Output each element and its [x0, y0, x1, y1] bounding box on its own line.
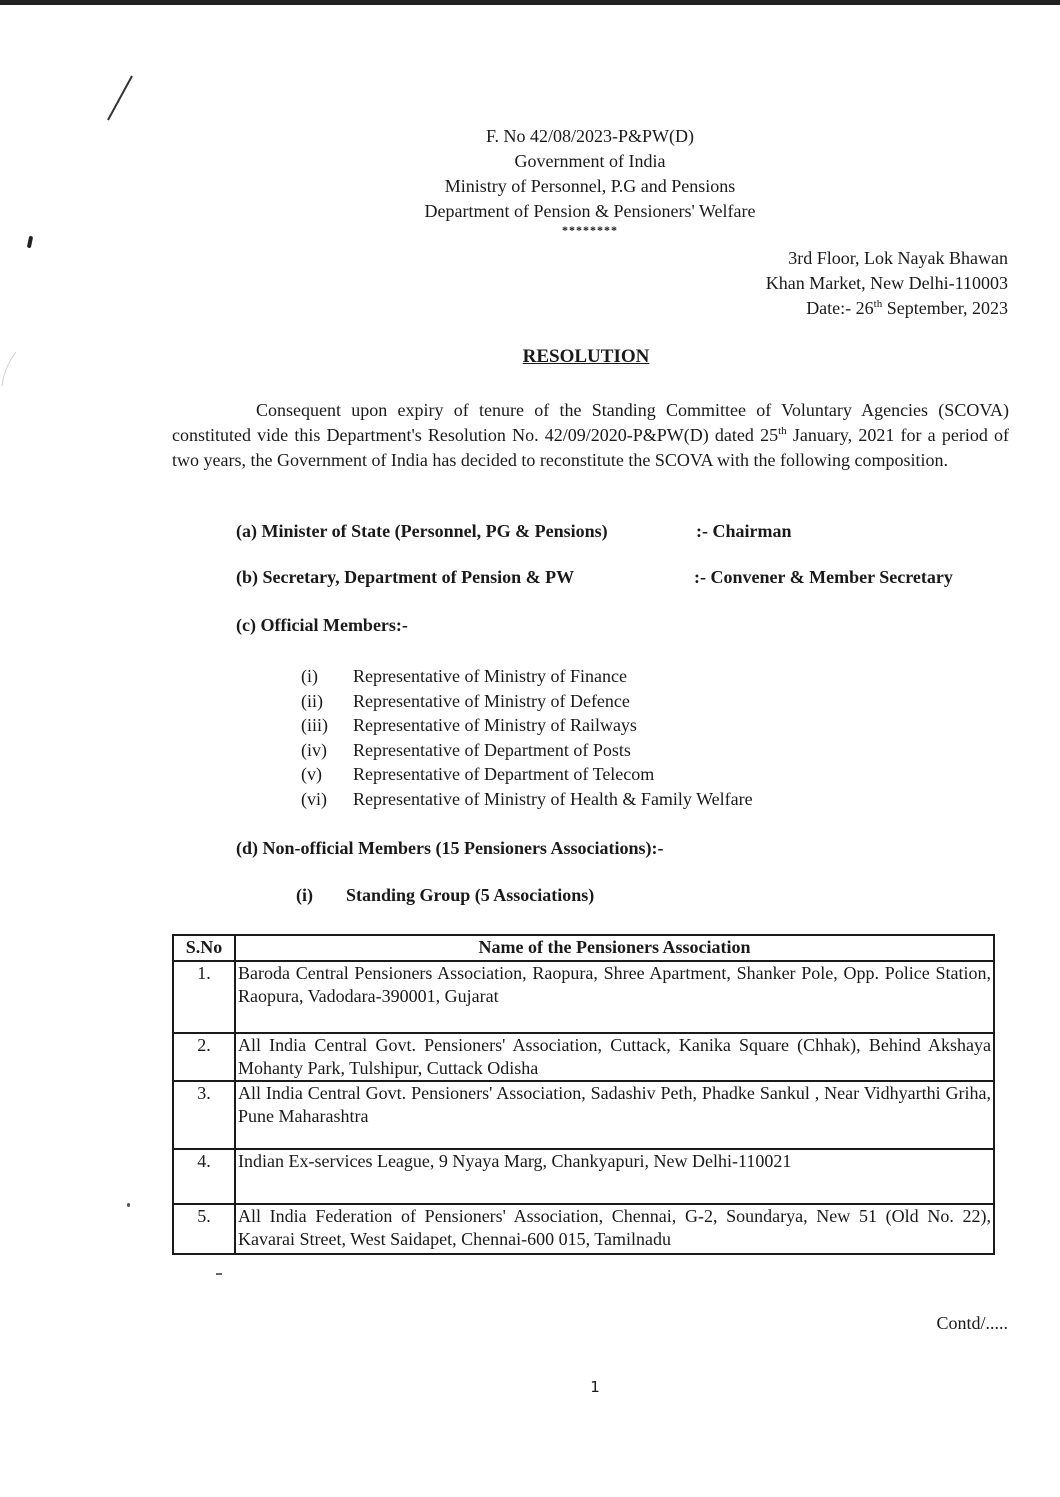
column-header-sno: S.No: [173, 935, 235, 961]
cell-association-name: All India Federation of Pensioners' Association, Chennai, G-2, Soundarya, New 51 (Old No. 22), Kavarai Street, West Saidapet, Chennai-600 015, Tamilnadu: [235, 1204, 994, 1254]
ministry-name: Ministry of Personnel, P.G and Pensions: [444, 176, 736, 196]
separator-stars: ********: [562, 223, 618, 237]
cell-sno: 2.: [173, 1033, 235, 1081]
scan-edge: [0, 0, 1060, 5]
column-header-name: Name of the Pensioners Association: [235, 935, 994, 961]
address-line-1: 3rd Floor, Lok Nayak Bhawan: [788, 248, 1008, 268]
cell-sno: 3.: [173, 1081, 235, 1149]
table-row: [173, 1204, 994, 1254]
scan-speck: [216, 1273, 222, 1275]
page-number: 1: [590, 1378, 600, 1396]
continued-note: Contd/.....: [936, 1313, 1008, 1333]
address-line-2: Khan Market, New Delhi-110003: [765, 273, 1008, 293]
member-a-role: :- Chairman: [696, 521, 792, 541]
official-members-heading: (c) Official Members:-: [236, 615, 408, 635]
letter-header: [300, 124, 880, 236]
cell-association-name: Indian Ex-services League, 9 Nyaya Marg, Chankyapuri, New Delhi-110021: [235, 1149, 994, 1204]
office-address: [766, 246, 1008, 321]
cell-association-name: All India Central Govt. Pensioners' Association, Cuttack, Kanika Square (Chhak), Behind Akshaya Mohanty Park, Tulshipur, Cuttack Odisha: [235, 1033, 994, 1081]
cell-sno: 1.: [173, 961, 235, 1033]
cell-association-name: Baroda Central Pensioners Association, Raopura, Shree Apartment, Shanker Pole, Opp. Police Station, Raopura, Vadodara-390001, Gujarat: [235, 961, 994, 1033]
cell-sno: 4.: [173, 1149, 235, 1204]
list-item: (v) Representative of Department of Telecom: [301, 764, 655, 784]
list-item: (iv) Representative of Department of Posts: [301, 739, 631, 760]
standing-group-heading: (i) Standing Group (5 Associations): [296, 885, 595, 905]
table-row: [173, 1149, 994, 1204]
non-official-members-heading: (d) Non-official Members (15 Pensioners Associations):-: [236, 838, 664, 858]
cell-association-name: All India Central Govt. Pensioners' Association, Sadashiv Peth, Phadke Sankul , Near Vidhyarthi Griha, Pune Maharashtra: [235, 1081, 994, 1149]
list-item: (iii) Representative of Ministry of Railways: [301, 715, 637, 735]
list-item: (vi) Representative of Ministry of Health & Family Welfare: [301, 788, 753, 809]
scan-speck: [27, 236, 33, 249]
member-a-label: (a) Minister of State (Personnel, PG & Pensions): [236, 521, 608, 541]
member-b-label: (b) Secretary, Department of Pension & PW: [236, 567, 575, 587]
table-header-row: [173, 935, 994, 961]
government-name: Government of India: [514, 151, 666, 171]
intro-paragraph: Consequent upon expiry of tenure of the Standing Committee of Voluntary Agencies (SCOVA) constituted vide this Department's Resolution No. 42/09/2020-P&PW(D) dated 25th January, 2021 for a period of two years, the Government of India has decided to reconstitute the SCOVA with the following composition.: [172, 400, 1009, 470]
document-title: RESOLUTION: [522, 346, 650, 367]
letter-date: Date:- 26th September, 2023: [806, 298, 1008, 318]
associations-table: [172, 934, 995, 1255]
file-number: F. No 42/08/2023-P&PW(D): [485, 126, 695, 146]
table-row: [173, 1033, 994, 1081]
official-members-list: [301, 664, 753, 811]
list-item: (ii) Representative of Ministry of Defence: [301, 690, 630, 711]
cell-sno: 5.: [173, 1204, 235, 1254]
table-row: [173, 961, 994, 1033]
scan-speck: [127, 1203, 130, 1207]
pen-stroke-mark: [102, 74, 138, 124]
department-name: Department of Pension & Pensioners' Welfare: [424, 201, 756, 221]
table-row: [173, 1081, 994, 1149]
list-item: (i) Representative of Ministry of Finance: [301, 666, 627, 686]
member-b-role: :- Convener & Member Secretary: [694, 567, 953, 587]
